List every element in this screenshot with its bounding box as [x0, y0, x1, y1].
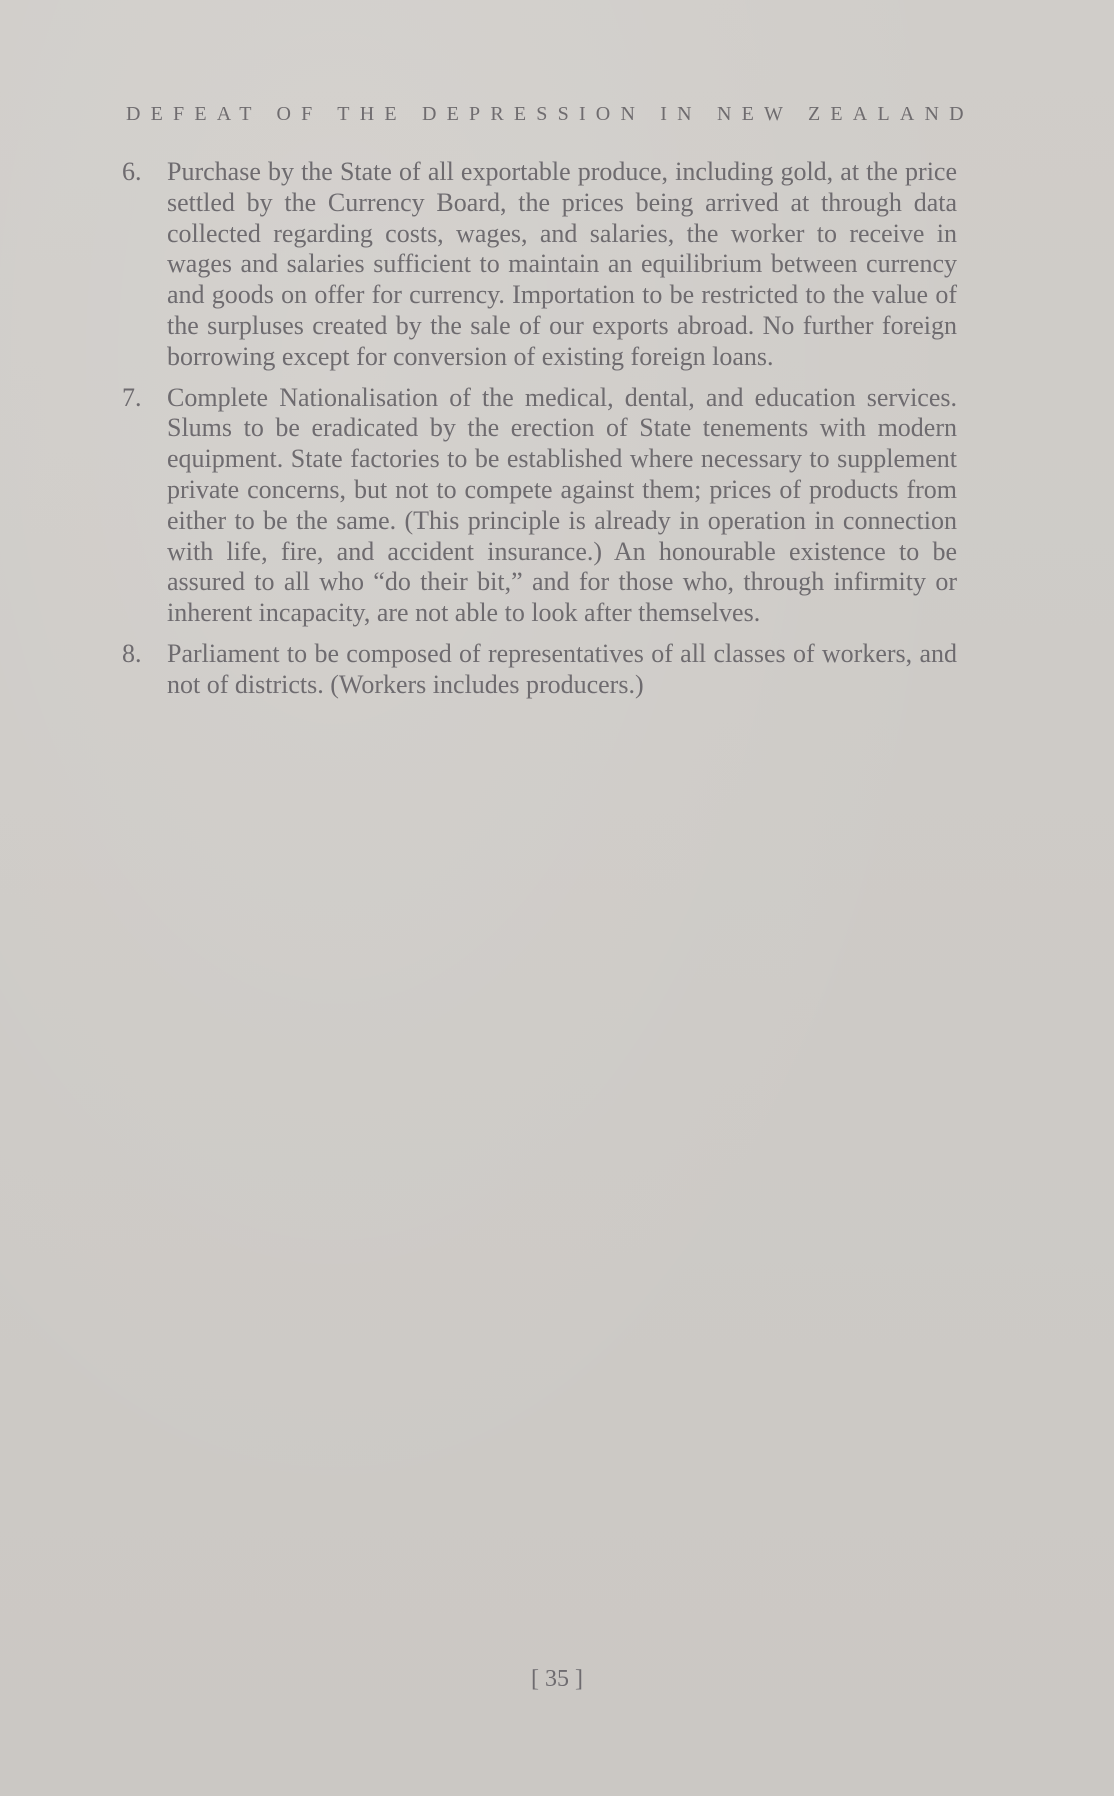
item-number: 6. — [122, 157, 142, 186]
item-number: 8. — [122, 638, 142, 668]
numbered-list — [0, 157, 1114, 711]
item-text: Purchase by the State of all exportable produce, including gold, at the price settled by the Currency Board, the prices being arrived at through data collected regarding costs, wages, and salaries, the worker to receive in wages and salaries sufficient to maintain an equilibrium between currency and goods on offer for currency. Importation to be restricted to the value of the surpluses created by the sale of our exports abroad. No further foreign borrowing except for conversion of existing foreign loans. — [167, 157, 957, 371]
item-number: 7. — [122, 382, 142, 412]
running-head: DEFEAT OF THE DEPRESSION IN NEW ZEALAND — [126, 103, 974, 125]
list-item-8 — [0, 639, 1114, 701]
item-text: Complete Nationalisation of the medical, dental, and education services. Slums to be eradicated by the erection of State tenements with modern equipment. State factories to be established where necessary to supplement private concerns, but not to compete against them; prices of products from either to be the same. (This principle is already in operation in connection with life, fire, and accident insurance.) An honourable existence to be assured to all who “do their bit,” and for those who, through infirmity or inherent incapacity, are not able to look after themselves. — [167, 382, 957, 628]
item-text: Parliament to be composed of representatives of all classes of workers, and not of districts. (Workers includes producers.) — [167, 638, 957, 699]
page-number: [ 35 ] — [531, 1666, 583, 1692]
list-item-6 — [0, 157, 1114, 373]
list-item-7 — [0, 383, 1114, 629]
